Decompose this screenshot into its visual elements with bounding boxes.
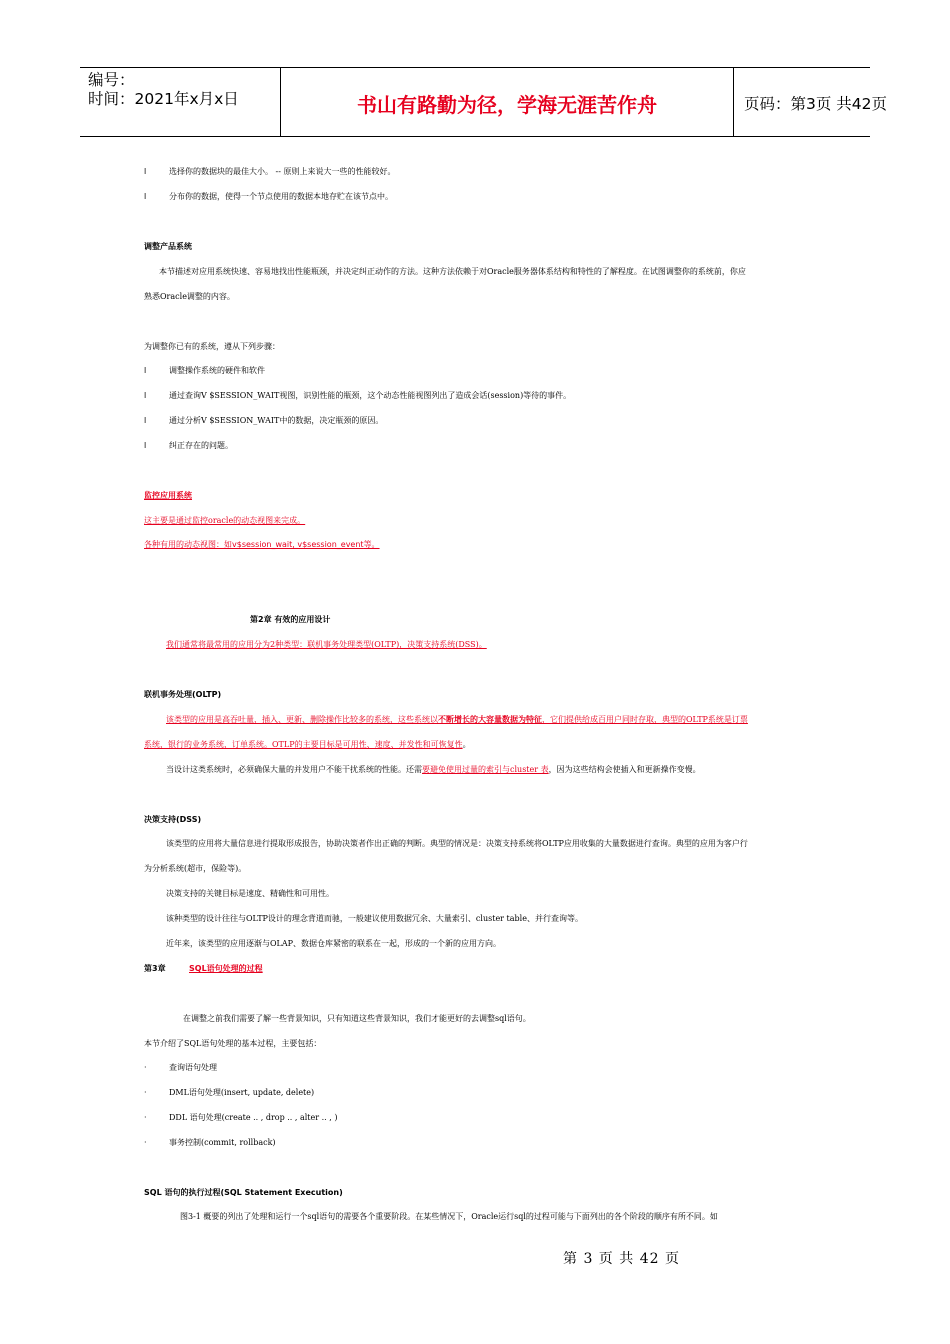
list-item: 事务控制(commit, rollback) xyxy=(169,1138,276,1147)
bullet-marker: l xyxy=(144,416,147,425)
paragraph: 为分析系统(超市，保险等)。 xyxy=(144,864,247,873)
text-span: 当设计这类系统时，必须确保大量的并发用户不能干扰系统的性能。还需 xyxy=(166,765,422,774)
document-time-label: 时间：2021年x月x日 xyxy=(88,90,239,108)
text-span: 各种有用的动态视图：如 xyxy=(144,540,232,549)
bullet-marker: · xyxy=(144,1088,147,1097)
step-item: 通过查询V $SESSION_WAIT视图，识别性能的瓶颈，这个动态性能视图列出了造成会话(session)等待的事件。 xyxy=(169,391,572,400)
bullet-marker: · xyxy=(144,1138,147,1147)
paragraph: 该种类型的设计往往与OLTP设计的理念背道而驰，一般建议使用数据冗余、大量索引、cluster table、并行查询等。 xyxy=(166,914,583,923)
paragraph-red: 这主要是通过监控oracle的动态视图来完成。 xyxy=(144,516,306,525)
page-header xyxy=(80,67,888,137)
paragraph: 该类型的应用将大量信息进行提取形成报告，协助决策者作出正确的判断。典型的情况是：决策支持系统将OLTP应用收集的大量数据进行查询。典型的应用为客户行 xyxy=(166,839,748,848)
list-item: 查询语句处理 xyxy=(169,1063,217,1072)
text-span: 系统，银行的业务系统，订单系统。OTLP的主要目标是可用性、速度、并发性和可恢复性 xyxy=(144,740,463,749)
header-meta xyxy=(80,68,281,136)
section-heading: 调整产品系统 xyxy=(144,242,192,251)
bullet-marker: l xyxy=(144,441,147,450)
section-heading-monitor: 监控应用系统 xyxy=(144,491,192,500)
bullet-marker: l xyxy=(144,366,147,375)
page-footer: 第 3 页 共 42 页 xyxy=(563,1251,680,1267)
text-span: 要避免使用过量的索引与cluster 表 xyxy=(422,765,549,774)
section-heading: 联机事务处理(OLTP) xyxy=(144,690,222,699)
chapter-number: 第3章 xyxy=(144,964,166,973)
bullet-marker: · xyxy=(144,1063,147,1072)
paragraph: 本节描述对应用系统快速、容易地找出性能瓶颈，并决定纠正动作的方法。这种方法依赖于对Oracle服务器体系结构和特性的了解程度。在试图调整你的系统前，你应 xyxy=(159,267,746,276)
step-item: 纠正存在的问题。 xyxy=(169,441,233,450)
bullet-marker: · xyxy=(144,1113,147,1122)
chapter-title: SQL语句处理的过程 xyxy=(189,964,263,973)
paragraph: 图3-1 概要的列出了处理和运行一个sql语句的需要各个重要阶段。在某些情况下，Oracle运行sql的过程可能与下面列出的各个阶段的顺序有所不同。如 xyxy=(180,1212,718,1221)
paragraph: 在调整之前我们需要了解一些背景知识，只有知道这些背景知识，我们才能更好的去调整sql语句。 xyxy=(183,1014,531,1023)
text-span: 。 xyxy=(462,740,471,749)
header-page-number: 页码：第3页 共42页 xyxy=(744,95,888,113)
document-number-label: 编号： xyxy=(88,71,135,89)
header-motto: 书山有路勤为径，学海无涯苦作舟 xyxy=(281,68,734,136)
paragraph: 近年来，该类型的应用逐渐与OLAP、数据仓库紧密的联系在一起，形成的一个新的应用方向。 xyxy=(166,939,502,948)
paragraph: 为调整你已有的系统，遵从下列步骤： xyxy=(144,342,280,351)
bullet-marker: l xyxy=(144,167,147,176)
text-span: ，因为这些结构会使插入和更新操作变慢。 xyxy=(548,765,701,774)
text-span: 不断增长的大容量数据为特征 xyxy=(438,715,542,724)
paragraph xyxy=(166,764,701,775)
text-span: 等。 xyxy=(363,540,380,549)
section-heading: 决策支持(DSS) xyxy=(144,815,202,824)
list-item: DML语句处理(insert, update, delete) xyxy=(169,1088,315,1097)
text-span: 该类型的应用是高吞吐量，插入、更新、删除操作比较多的系统，这些系统以 xyxy=(166,715,438,724)
paragraph: 决策支持的关键目标是速度、精确性和可用性。 xyxy=(166,889,334,898)
paragraph-red xyxy=(144,539,380,550)
chapter-title: 第2章 有效的应用设计 xyxy=(250,615,331,624)
text-span: v$session_wait, v$session_event xyxy=(232,540,364,549)
paragraph xyxy=(144,739,471,750)
section-heading: SQL 语句的执行过程(SQL Statement Execution) xyxy=(144,1188,343,1197)
step-item: 通过分析V $SESSION_WAIT中的数据，决定瓶颈的原因。 xyxy=(169,416,384,425)
paragraph-red xyxy=(166,714,748,725)
step-item: 调整操作系统的硬件和软件 xyxy=(169,366,265,375)
bullet-text: 分布你的数据，使得一个节点使用的数据本地存贮在该节点中。 xyxy=(169,192,393,201)
list-item: DDL 语句处理(create .. , drop .. , alter .. , ) xyxy=(169,1113,338,1122)
text-span: ，它们提供给成百用户同时存取，典型的OLTP系统是订票 xyxy=(542,715,748,724)
bullet-text: 选择你的数据块的最佳大小。 -- 原则上来说大一些的性能较好。 xyxy=(169,167,396,176)
paragraph: 熟悉Oracle调整的内容。 xyxy=(144,292,235,301)
paragraph-red: 我们通常将最常用的应用分为2种类型：联机事务处理类型(OLTP)，决策支持系统(DSS)。 xyxy=(166,640,487,649)
bullet-marker: l xyxy=(144,391,147,400)
bullet-marker: l xyxy=(144,192,147,201)
paragraph: 本节介绍了SQL语句处理的基本过程，主要包括： xyxy=(144,1039,322,1048)
